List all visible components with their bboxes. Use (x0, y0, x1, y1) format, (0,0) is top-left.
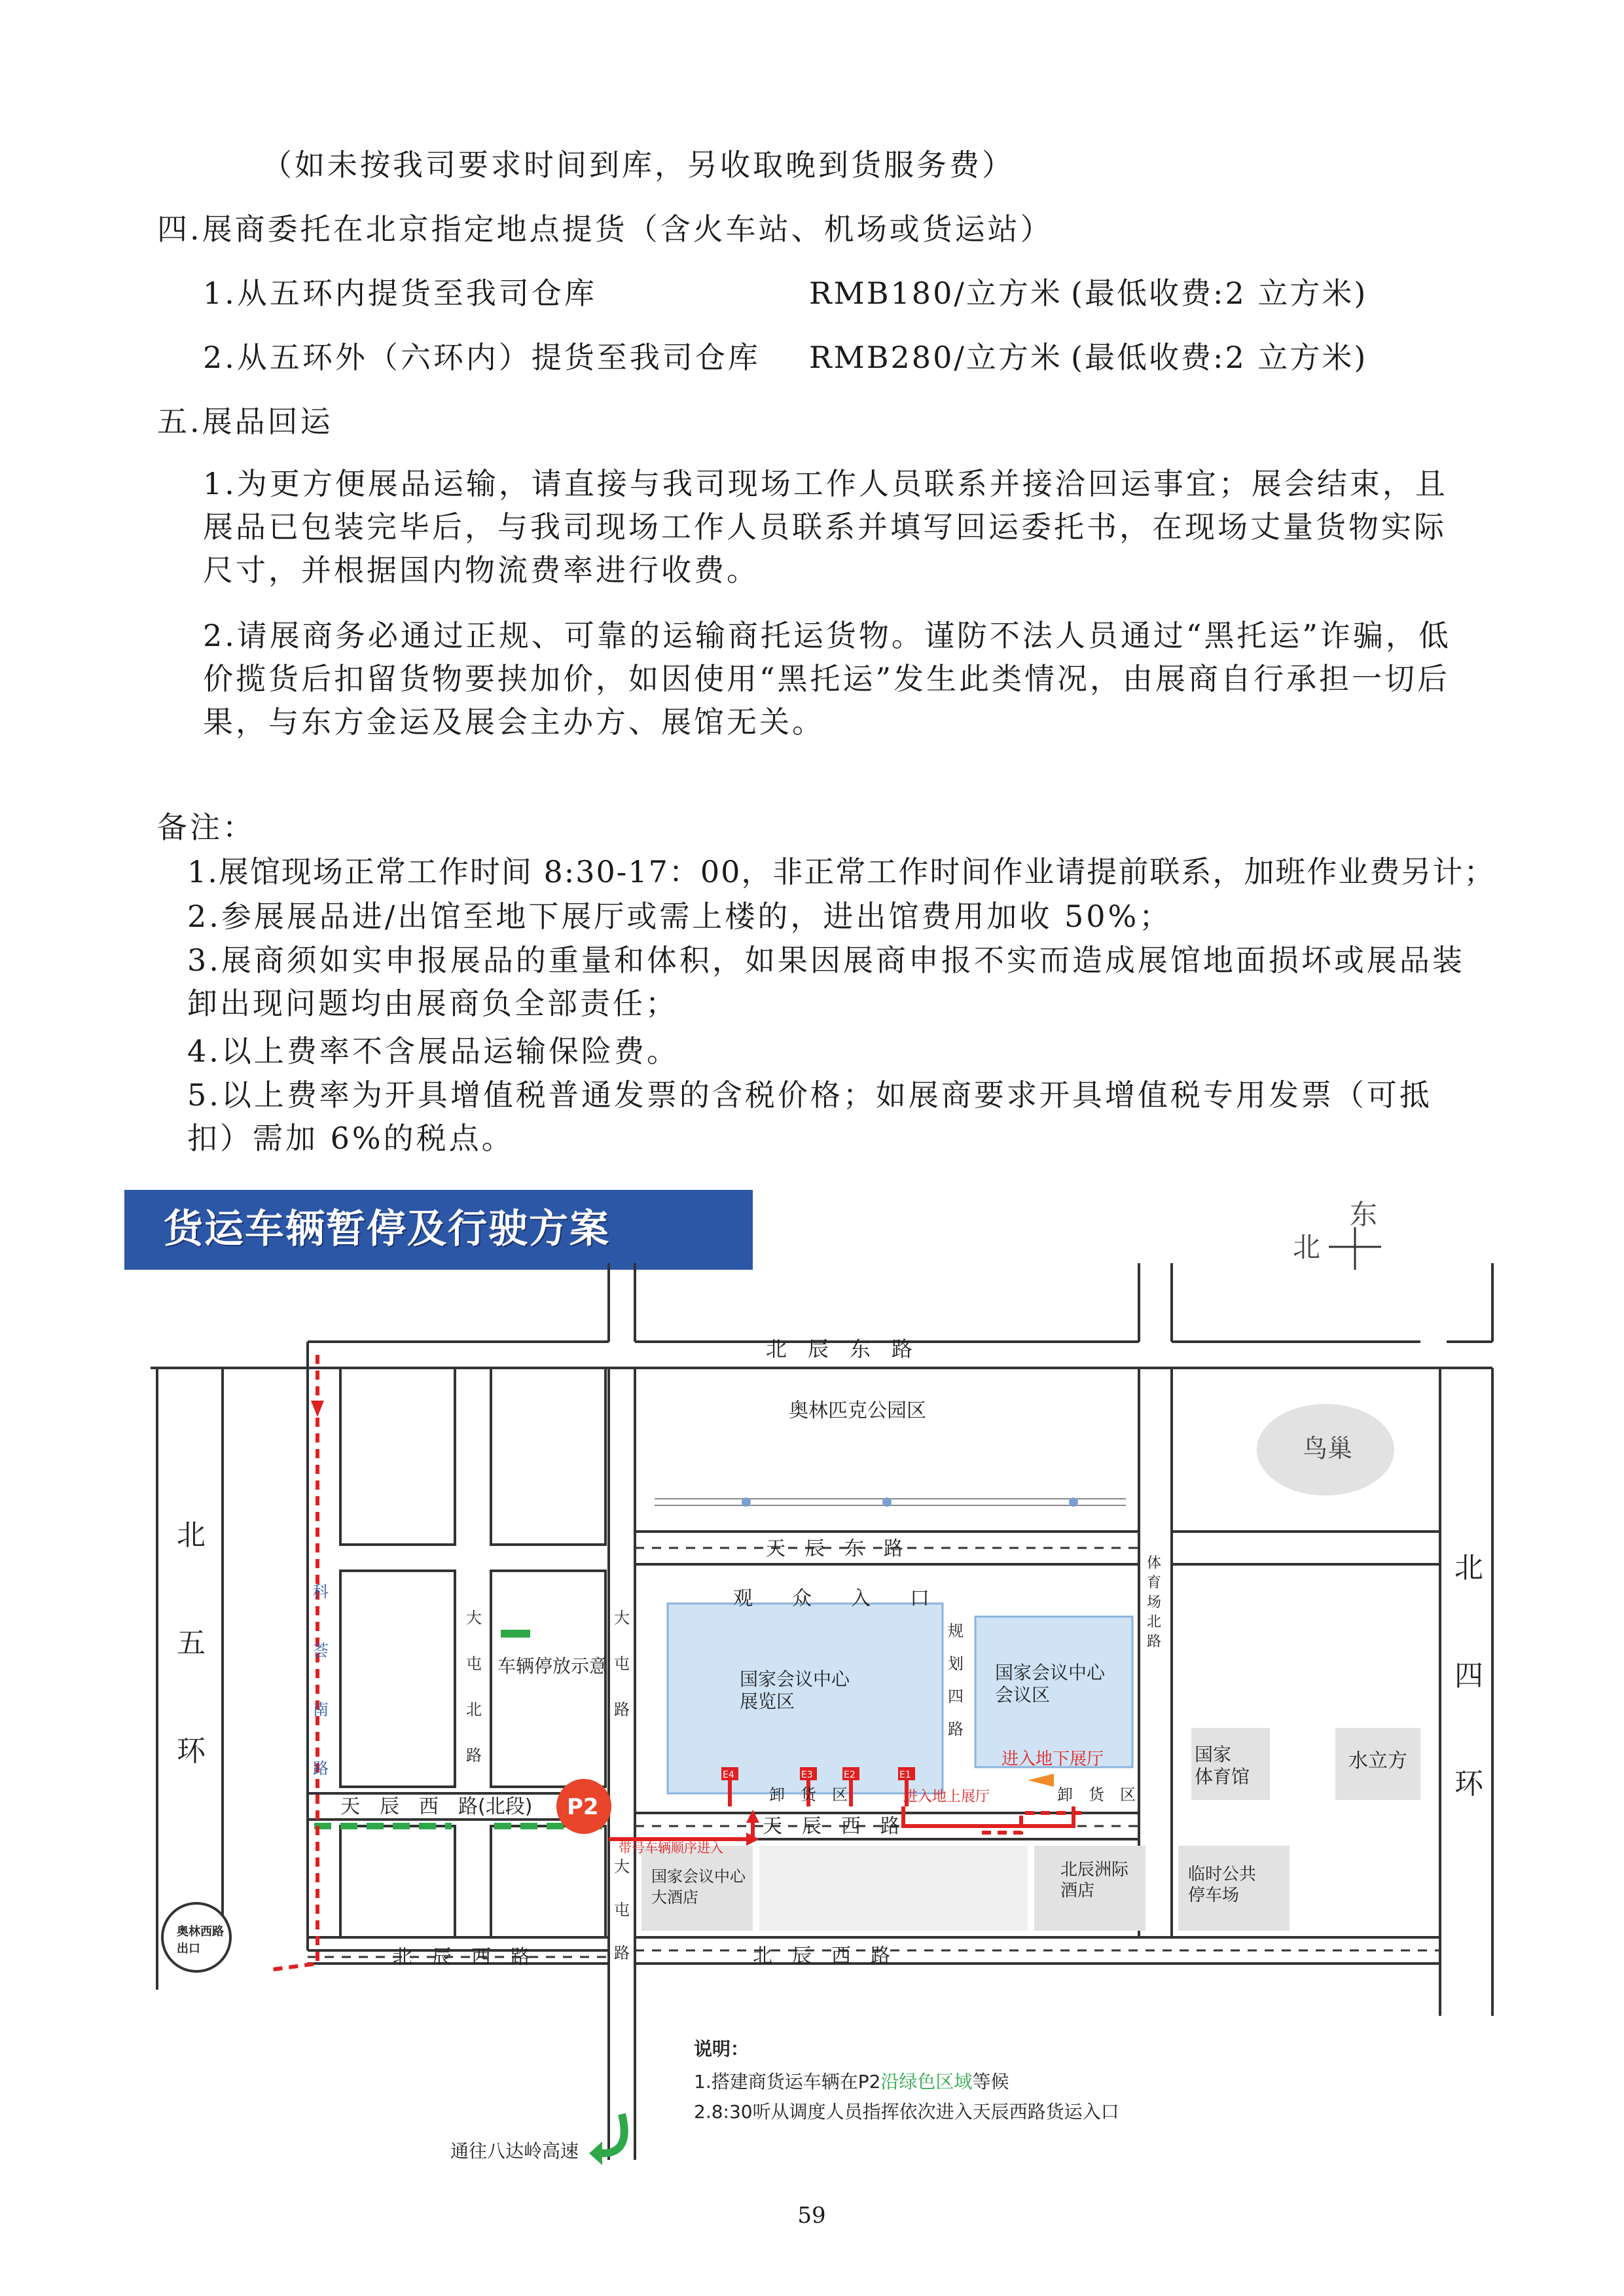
section-4-heading: 四.展商委托在北京指定地点提货（含火车站、机场或货运站） (157, 211, 1053, 247)
section-5-heading: 五.展品回运 (157, 404, 333, 439)
water-cube-label: 水立方 (1348, 1749, 1407, 1772)
road-beichen-west-bottom: 北 辰 西 路 (753, 1945, 890, 1967)
road-beichen-east: 北 辰 东 路 (766, 1336, 913, 1361)
temp-parking-label: 临时公共停车场 (1188, 1865, 1257, 1905)
note-2: 2.参展展品进/出馆至地下展厅或需上楼的，进出馆费用加收 50%； (187, 899, 1172, 934)
road-kehui-south: 科荟南路 (313, 1583, 329, 1778)
map-title: 货运车辆暂停及行驶方案 (164, 1206, 610, 1252)
olympic-park-label: 奥林匹克公园区 (789, 1399, 926, 1422)
road-tianchen-east: 天 辰 东 路 (766, 1537, 903, 1560)
compass-east: 东 (1350, 1198, 1378, 1230)
compass-north: 北 (1293, 1231, 1321, 1263)
notes-title: 备注： (157, 810, 255, 845)
unloading-area-2: 卸 货 区 (1057, 1785, 1136, 1804)
legend-line-2: 2.8:30听从调度人员指挥依次进入天辰西路货运入口 (694, 2101, 1119, 2123)
to-badaling-label: 通往八达岭高速 (450, 2140, 579, 2162)
road-tianchen-west: 天 辰 西 路 (763, 1815, 900, 1838)
legend-line-1: 1.搭建商货运车辆在P2沿绿色区域等候 (694, 2071, 1009, 2092)
olympic-west-exit-label: 奥林西路出口 (177, 1925, 224, 1956)
item-4-2: 2.从五环外（六环内）提货至我司仓库 (203, 340, 761, 375)
road-datun: 大屯路 (614, 1609, 630, 1719)
legend-title: 说明： (694, 2038, 749, 2060)
unloading-area-1: 卸 货 区 (769, 1785, 848, 1804)
road-north-5th-ring: 北五环 (177, 1518, 206, 1768)
gate-e2: E2 (844, 1770, 856, 1780)
queue-enter-label: 带号车辆顺序进入 (619, 1840, 723, 1856)
guanzhong-entrance: 观 众 入 口 (733, 1587, 929, 1610)
note-1: 1.展馆现场正常工作时间 8:30-17：00，非正常工作时间作业请提前联系，加班作业费另计； (187, 854, 1496, 889)
badaling-arrow-icon (602, 2114, 624, 2153)
road-tiyuchang-north: 体育场北路 (1147, 1555, 1162, 1650)
item-4-1: 1.从五环内提货至我司仓库 (203, 276, 597, 311)
page-number: 59 (797, 2202, 826, 2229)
road-tianchen-west-north: 天 辰 西 路(北段) (340, 1795, 533, 1818)
item-4-2-price: RMB280/立方米 (809, 340, 1062, 375)
road-guihua-4: 规划四路 (948, 1622, 964, 1738)
note-5: 5.以上费率为开具增值税普通发票的含税价格；如展商要求开具增值税专用发票（可抵扣）需加 6%的税点。 (187, 1077, 1432, 1156)
late-fee-note: （如未按我司要求时间到库，另收取晚到货服务费） (262, 147, 1015, 183)
road-datun-north: 大屯北路 (466, 1609, 482, 1765)
compass-icon (1329, 1227, 1381, 1270)
cncc-exhibition-label: 国家会议中心展览区 (740, 1668, 850, 1712)
note-3: 3.展商须如实申报展品的重量和体积，如果因展商申报不实而造成展馆地面损坏或展品装卸出现问题均由展商负全部责任； (187, 942, 1465, 1021)
para-5-1: 1.为更方便展品运输，请直接与我司现场工作人员联系并接洽回运事宜；展会结束，且展品已包装完毕后，与我司现场工作人员联系并填写回运委托书，在现场丈量货物实际尺寸，并根据国内物流费率进行收费。 (203, 466, 1448, 588)
p2-label: P2 (567, 1794, 599, 1820)
beichen-hotel-label: 北辰洲际酒店 (1060, 1860, 1129, 1901)
enter-ground-hall: 进入地上展厅 (903, 1789, 990, 1805)
cncc-exhibition-building (668, 1604, 943, 1793)
road-beichen-west-mid: 北 辰 西 路 (393, 1946, 530, 1969)
road-north-4th-ring: 北四环 (1454, 1551, 1483, 1801)
vehicle-parking-label: 车辆停放示意 (497, 1655, 608, 1677)
road-datun-lower: 大屯路 (614, 1857, 630, 1962)
gate-e4: E4 (723, 1770, 734, 1780)
national-gym-label: 国家体育馆 (1195, 1744, 1250, 1787)
cncc-hotel-label: 国家会议中心大酒店 (651, 1867, 746, 1907)
item-4-1-min: (最低收费:2 立方米) (1071, 276, 1368, 311)
cncc-conference-label: 国家会议中心会议区 (995, 1662, 1106, 1706)
gate-e1: E1 (899, 1770, 911, 1780)
enter-underground-hall: 进入地下展厅 (1001, 1749, 1104, 1769)
note-4: 4.以上费率不含展品运输保险费。 (187, 1033, 679, 1069)
para-5-2: 2.请展商务必通过正规、可靠的运输商托运货物。谨防不法人员通过“黑托运”诈骗，低价揽货后扣留货物要挟加价，如因使用“黑托运”发生此类情况，由展商自行承担一切后果，与东方金运及展会主办方、展馆无关。 (203, 618, 1451, 740)
item-4-1-price: RMB180/立方米 (809, 276, 1062, 311)
gate-e3: E3 (801, 1770, 813, 1780)
birds-nest-label: 鸟巢 (1303, 1434, 1353, 1463)
item-4-2-min: (最低收费:2 立方米) (1071, 340, 1368, 375)
